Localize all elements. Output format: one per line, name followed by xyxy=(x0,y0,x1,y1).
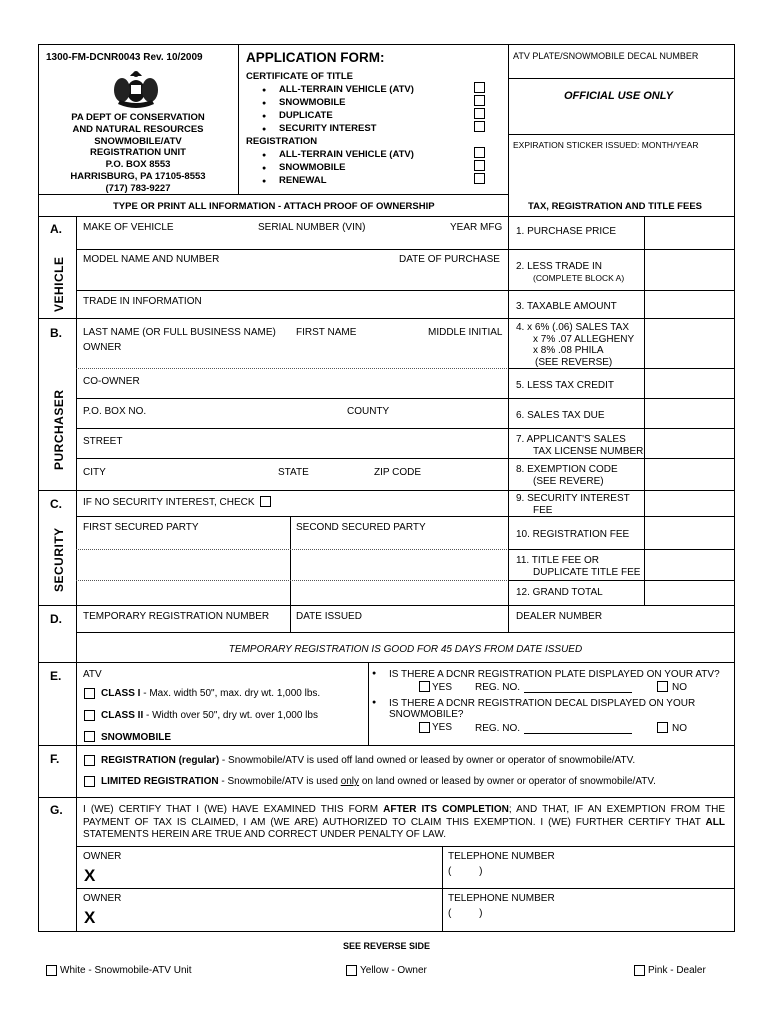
checkbox-cert-atv[interactable] xyxy=(474,82,485,93)
checkbox-snowmobile[interactable] xyxy=(84,731,95,742)
fee-line-11: 11. TITLE FEE OR DUPLICATE TITLE FEE xyxy=(516,555,641,578)
fee-line-12: 12. GRAND TOTAL xyxy=(516,587,603,598)
serial-number-vin: SERIAL NUMBER (VIN) xyxy=(258,222,366,233)
owner-signature-x-2[interactable]: X xyxy=(84,908,96,927)
street-label: STREET xyxy=(83,436,123,447)
fee-line-10: 10. REGISTRATION FEE xyxy=(516,529,630,540)
state-label: STATE xyxy=(278,467,309,478)
section-a-side-label: VEHICLE xyxy=(52,256,66,312)
checkbox-copy-white[interactable] xyxy=(46,965,57,976)
model-name-number: MODEL NAME AND NUMBER xyxy=(83,254,220,265)
owner-label: OWNER xyxy=(83,342,122,353)
certification-statement: I (WE) CERTIFY THAT I (WE) HAVE EXAMINED THIS FORM AFTER ITS COMPLETION; AND THAT, IF AN EXEMPTION FROM THE PAYMENT OF TAX IS CLAIMED, I AM (WE ARE) AUTHORIZED TO CLAIM THIS EXEMPTION. I (WE) FURTHER CERTIFY THAT ALL STATEMENTS HEREIN ARE TRUE AND CORRECT UNDER PENALTY OF LAW. xyxy=(83,804,725,840)
section-b-letter: B. xyxy=(50,326,62,340)
official-use-only: OFFICIAL USE ONLY xyxy=(564,90,673,102)
checkbox-regular-registration[interactable] xyxy=(84,755,95,766)
checkbox-copy-yellow[interactable] xyxy=(346,965,357,976)
make-of-vehicle: MAKE OF VEHICLE xyxy=(83,222,174,233)
cert-heading: CERTIFICATE OF TITLE xyxy=(246,71,353,82)
checkbox-atv-plate-yes[interactable] xyxy=(419,681,430,692)
atv-plate-reg-no: REG. NO. xyxy=(475,682,521,693)
zip-code-label: ZIP CODE xyxy=(374,467,422,478)
temp-registration-note: TEMPORARY REGISTRATION IS GOOD FOR 45 DAYS FROM DATE ISSUED xyxy=(228,644,583,655)
checkbox-reg-atv[interactable] xyxy=(474,147,485,158)
atv-plate-reg-no-field[interactable] xyxy=(524,682,632,693)
form-title: APPLICATION FORM: xyxy=(246,50,385,65)
owner-signature-label-2: OWNER xyxy=(83,893,122,904)
atv-label: ATV xyxy=(83,669,102,680)
section-c-letter: C. xyxy=(50,497,62,511)
telephone-field-2[interactable]: ( ) xyxy=(448,908,483,919)
checkbox-atv-plate-no[interactable] xyxy=(657,681,668,692)
atv-plate-question: ● IS THERE A DCNR REGISTRATION PLATE DISPLAYED ON YOUR ATV? xyxy=(389,669,720,680)
agency-address: PA DEPT OF CONSERVATION AND NATURAL RESOURCES SNOWMOBILE/ATV REGISTRATION UNIT P.O. BOX 8553 HARRISBURG, PA 17105-8553 (717) 783-9227 xyxy=(70,112,206,194)
year-mfg: YEAR MFG xyxy=(450,222,503,233)
trade-in-information: TRADE IN INFORMATION xyxy=(83,296,202,307)
checkbox-reg-snowmobile[interactable] xyxy=(474,160,485,171)
snowmobile-decal-question: ● IS THERE A DCNR REGISTRATION DECAL DISPLAYED ON YOUR xyxy=(389,698,695,709)
section-f-letter: F. xyxy=(50,752,60,766)
instructions: TYPE OR PRINT ALL INFORMATION - ATTACH PROOF OF OWNERSHIP xyxy=(113,201,435,212)
section-e-letter: E. xyxy=(50,669,62,683)
county-label: COUNTY xyxy=(347,406,390,417)
temp-registration-number: TEMPORARY REGISTRATION NUMBER xyxy=(83,611,270,622)
see-reverse-side: SEE REVERSE SIDE xyxy=(342,941,431,951)
fee-line-9: 9. SECURITY INTEREST FEE xyxy=(516,493,630,516)
fee-line-2: 2. LESS TRADE IN xyxy=(516,261,602,272)
decal-no: NO xyxy=(672,723,687,734)
owner-signature-x-1[interactable]: X xyxy=(84,866,96,885)
decal-reg-no: REG. NO. xyxy=(475,723,521,734)
checkbox-limited-registration[interactable] xyxy=(84,776,95,787)
form-code: 1300-FM-DCNR0043 Rev. 10/2009 xyxy=(46,52,203,63)
regular-registration-label: REGISTRATION (regular) - Snowmobile/ATV is used off land owned or leased by owner or operator of snowmobile/ATV. xyxy=(101,755,636,766)
co-owner-label: CO-OWNER xyxy=(83,376,140,387)
checkbox-cert-security[interactable] xyxy=(474,121,485,132)
section-c-side-label: SECURITY xyxy=(52,527,66,592)
no-security-label: IF NO SECURITY INTEREST, CHECK xyxy=(83,497,255,508)
copy-pink-label: Pink - Dealer xyxy=(648,965,706,976)
fee-line-5: 5. LESS TAX CREDIT xyxy=(516,380,614,391)
middle-initial-label: MIDDLE INITIAL xyxy=(428,327,503,338)
atv-plate-no: NO xyxy=(672,682,687,693)
decal-reg-no-field[interactable] xyxy=(524,723,632,734)
fee-line-7: 7. APPLICANT'S SALES TAX LICENSE NUMBER xyxy=(516,434,644,457)
section-g-letter: G. xyxy=(50,803,63,817)
section-a-letter: A. xyxy=(50,222,62,236)
checkbox-decal-yes[interactable] xyxy=(419,722,430,733)
checkbox-copy-pink[interactable] xyxy=(634,965,645,976)
copy-yellow-label: Yellow - Owner xyxy=(360,965,427,976)
first-name-label: FIRST NAME xyxy=(296,327,357,338)
first-secured-party: FIRST SECURED PARTY xyxy=(83,522,199,533)
fee-line-2-note: (COMPLETE BLOCK A) xyxy=(533,273,625,283)
second-secured-party: SECOND SECURED PARTY xyxy=(296,522,426,533)
limited-registration-label: LIMITED REGISTRATION - Snowmobile/ATV is used only on land owned or leased by owner or operator of snowmobile/ATV. xyxy=(101,776,656,787)
telephone-label-2: TELEPHONE NUMBER xyxy=(448,893,555,904)
application-options: CERTIFICATE OF TITLE ● ALL-TERRAIN VEHICLE (ATV) ● SNOWMOBILE ● DUPLICATE ● SECURITY INTEREST REGISTRATION ● ALL-TERRAIN VEHICLE (ATV) ● SNOWMOBILE ● RENEWAL xyxy=(246,70,381,187)
date-issued: DATE ISSUED xyxy=(296,611,362,622)
checkbox-cert-snowmobile[interactable] xyxy=(474,95,485,106)
checkbox-class-1[interactable] xyxy=(84,688,95,699)
dealer-number: DEALER NUMBER xyxy=(516,611,603,622)
section-b-side-label: PURCHASER xyxy=(52,389,66,470)
copy-white-label: White - Snowmobile-ATV Unit xyxy=(60,965,192,976)
fee-line-8: 8. EXEMPTION CODE (SEE REVERE) xyxy=(516,464,618,487)
reg-heading: REGISTRATION xyxy=(246,136,318,147)
fees-heading: TAX, REGISTRATION AND TITLE FEES xyxy=(528,201,702,212)
last-name-label: LAST NAME (OR FULL BUSINESS NAME) xyxy=(83,327,276,338)
date-of-purchase: DATE OF PURCHASE xyxy=(399,254,500,265)
fee-line-3: 3. TAXABLE AMOUNT xyxy=(516,301,617,312)
class-2-label: CLASS II - Width over 50", dry wt. over 1,000 lbs xyxy=(101,710,318,721)
pa-seal-icon xyxy=(108,66,164,110)
city-label: CITY xyxy=(83,467,106,478)
snowmobile-decal-question-cont: SNOWMOBILE? xyxy=(389,709,464,720)
fee-line-1: 1. PURCHASE PRICE xyxy=(516,226,617,237)
expiration-label: EXPIRATION STICKER ISSUED: MONTH/YEAR xyxy=(513,140,699,150)
decal-yes: YES xyxy=(432,722,453,733)
checkbox-decal-no[interactable] xyxy=(657,722,668,733)
checkbox-cert-duplicate[interactable] xyxy=(474,108,485,119)
checkbox-reg-renewal[interactable] xyxy=(474,173,485,184)
checkbox-class-2[interactable] xyxy=(84,710,95,721)
class-1-label: CLASS I - Max. width 50", max. dry wt. 1,000 lbs. xyxy=(101,688,321,699)
fee-line-6: 6. SALES TAX DUE xyxy=(516,410,605,421)
owner-signature-label-1: OWNER xyxy=(83,851,122,862)
atv-plate-yes: YES xyxy=(432,682,453,693)
telephone-field-1[interactable]: ( ) xyxy=(448,866,483,877)
section-d-letter: D. xyxy=(50,612,62,626)
po-box-label: P.O. BOX NO. xyxy=(83,406,147,417)
snowmobile-label: SNOWMOBILE xyxy=(101,732,171,743)
fee-line-4: 4. x 6% (.06) SALES TAX x 7% .07 ALLEGHENY x 8% .08 PHILA (SEE REVERSE) xyxy=(516,322,635,368)
decal-number-label: ATV PLATE/SNOWMOBILE DECAL NUMBER xyxy=(513,51,699,61)
checkbox-no-security[interactable] xyxy=(260,496,271,507)
telephone-label-1: TELEPHONE NUMBER xyxy=(448,851,555,862)
